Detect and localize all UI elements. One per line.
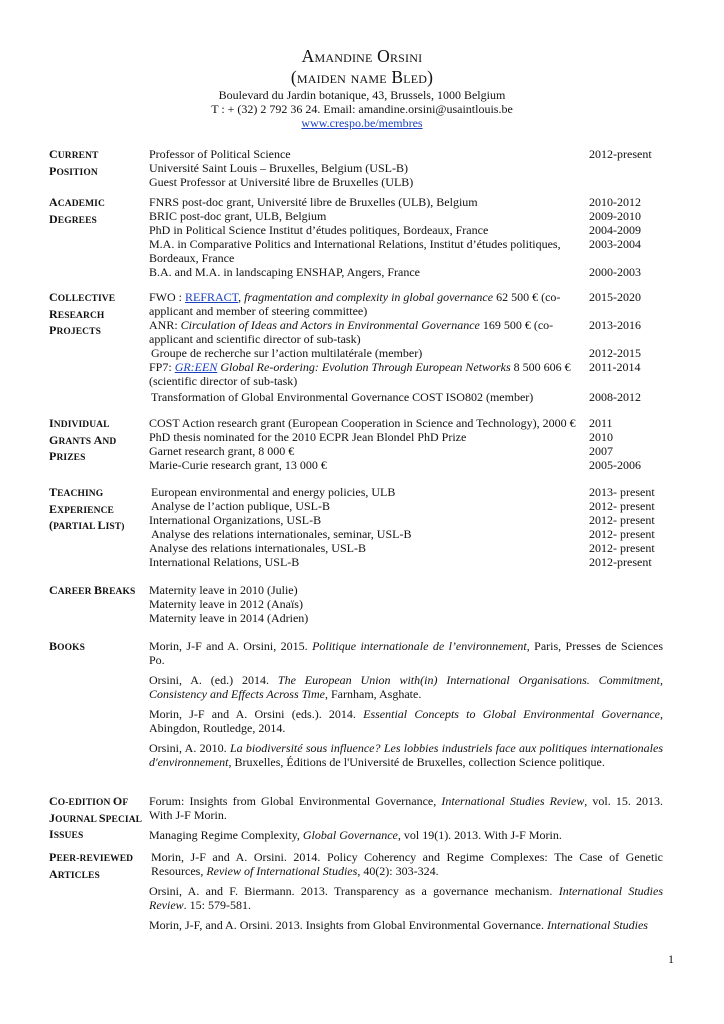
book-entry: Morin, J-F and A. Orsini (eds.). 2014. Essential Concepts to Global Environmental Governance, Abingdon, Routledge, 2014. xyxy=(149,707,663,735)
maiden-name: (maiden name Bled) xyxy=(290,67,434,87)
book-entry: Orsini, A. (ed.) 2014. The European Union with(in) International Organisations. Commitment, Consistency and Effects Across Time, Farnham, Asghate. xyxy=(149,673,663,701)
entry-row: B.A. and M.A. in landscaping ENSHAP, Angers, France 2000-2003 xyxy=(149,265,641,279)
section-articles xyxy=(49,850,663,932)
entry-row: Guest Professor at Université libre de Bruxelles (ULB) xyxy=(149,175,414,189)
coedition-entry: Managing Regime Complexity, Global Governance, vol 19(1). 2013. With J-F Morin. xyxy=(149,828,562,842)
page-number: 1 xyxy=(668,952,674,966)
entry-row: BRIC post-doc grant, ULB, Belgium 2009-2010 xyxy=(149,209,641,223)
section-teaching xyxy=(49,485,663,569)
section-grants-prizes xyxy=(49,416,663,472)
entry-row: FWO : REFRACT, fragmentation and complexity in global governance 62 500 € (co-applicant and member of steering committee) 2015-2020 xyxy=(149,290,641,318)
entry-row: Analyse de l’action publique, USL-B 2012- present xyxy=(151,499,655,513)
section-label: COLLECTIVE RESEARCH PROJECTS xyxy=(49,290,116,337)
entry-row: International Organizations, USL-B 2012- present xyxy=(149,513,655,527)
entry-row: FP7: GR:EEN Global Re-ordering: Evolution Through European Networks 8 500 606 € (scientific director of sub-task) 2011-2014 xyxy=(149,360,641,388)
section-label: CURRENT POSITION xyxy=(49,147,99,178)
author-name: Amandine Orsini xyxy=(301,46,423,66)
entry-row: ANR: Circulation of Ideas and Actors in Environmental Governance 169 500 € (co-applicant and scientific director of sub-task) 2013-2016 xyxy=(149,318,641,346)
article-entry: Morin, J-F, and A. Orsini. 2013. Insights from Global Environmental Governance. International Studies xyxy=(149,918,648,932)
section-label: CO-EDITION OF JOURNAL SPECIAL ISSUES xyxy=(49,794,142,841)
coedition-entry: Forum: Insights from Global Environmental Governance, International Studies Review, vol. 15. 2013. With J-F Morin. xyxy=(149,794,664,822)
entry-row: PhD thesis nominated for the 2010 ECPR Jean Blondel PhD Prize 2010 xyxy=(149,430,613,444)
section-label: CAREER BREAKS xyxy=(49,583,136,597)
section-label: BOOKS xyxy=(49,639,85,653)
entry-row: Garnet research grant, 8 000 € 2007 xyxy=(149,444,613,458)
entry-row: COST Action research grant (European Cooperation in Science and Technology), 2000 € 2011 xyxy=(149,416,613,430)
section-current-position xyxy=(49,147,663,189)
article-entry: Orsini, A. and F. Biermann. 2013. Transparency as a governance mechanism. International Studies Review. 15: 579-581. xyxy=(149,884,664,912)
entry-row: Groupe de recherche sur l’action multilatérale (member) 2012-2015 xyxy=(151,346,641,360)
section-label: ACADEMIC DEGREES xyxy=(49,195,105,226)
section-career-breaks xyxy=(49,583,663,625)
address: Boulevard du Jardin botanique, 43, Brussels, 1000 Belgium xyxy=(218,88,506,102)
refract-link[interactable]: REFRACT xyxy=(185,290,239,304)
contact-line: T : + (32) 2 792 36 24. Email: amandine.orsini@usaintlouis.be xyxy=(211,102,513,116)
book-entry: Morin, J-F and A. Orsini, 2015. Politique internationale de l’environnement, Paris, Presses de Sciences Po. xyxy=(149,639,663,667)
entry-row: Analyse des relations internationales, USL-B 2012- present xyxy=(149,541,655,555)
entry-row: International Relations, USL-B 2012-present xyxy=(149,555,652,569)
entry-row: Analyse des relations internationales, seminar, USL-B 2012- present xyxy=(151,527,655,541)
entry-row: European environmental and energy policies, ULB 2013- present xyxy=(151,485,655,499)
entry-row: Université Saint Louis – Bruxelles, Belgium (USL-B) xyxy=(149,161,408,175)
entry-row: PhD in Political Science Institut d’études politiques, Bordeaux, France 2004-2009 xyxy=(149,223,641,237)
section-collective-projects xyxy=(49,290,663,404)
section-label: INDIVIDUAL GRANTS AND PRIZES xyxy=(49,416,117,463)
article-entry: Morin, J-F and A. Orsini. 2014. Policy Coherency and Regime Complexes: The Case of Genetic Resources, Review of International Studies, 40(2): 303-324. xyxy=(151,850,663,878)
entry-row: Marie-Curie research grant, 13 000 € 2005-2006 xyxy=(149,458,641,472)
section-label: TEACHING EXPERIENCE (PARTIAL LIST) xyxy=(49,485,125,532)
entry-row: Maternity leave in 2014 (Adrien) xyxy=(149,611,309,625)
section-books xyxy=(49,639,663,769)
cv-header xyxy=(0,46,724,131)
entry-row: M.A. in Comparative Politics and International Relations, Institut d’études politiques, Bordeaux, France 2003-2004 xyxy=(149,237,641,265)
book-entry: Orsini, A. 2010. La biodiversité sous influence? Les lobbies industriels face aux politiques internationales d'environnement, Bruxelles, Éditions de l'Université de Bruxelles, collection Science politique. xyxy=(149,741,663,769)
section-coedition xyxy=(49,794,663,842)
green-link[interactable]: GR:EEN xyxy=(174,360,218,374)
entry-row: Maternity leave in 2012 (Anaïs) xyxy=(149,597,303,611)
entry-row: Maternity leave in 2010 (Julie) xyxy=(149,583,298,597)
section-academic-degrees xyxy=(49,195,663,279)
section-label: PEER-REVIEWED ARTICLES xyxy=(49,850,134,881)
website-link[interactable]: www.crespo.be/membres xyxy=(301,116,423,130)
entry-row: FNRS post-doc grant, Université libre de Bruxelles (ULB), Belgium 2010-2012 xyxy=(149,195,641,209)
entry-row: Professor of Political Science 2012-present xyxy=(149,147,652,161)
entry-row: Transformation of Global Environmental Governance COST ISO802 (member) 2008-2012 xyxy=(151,390,641,404)
